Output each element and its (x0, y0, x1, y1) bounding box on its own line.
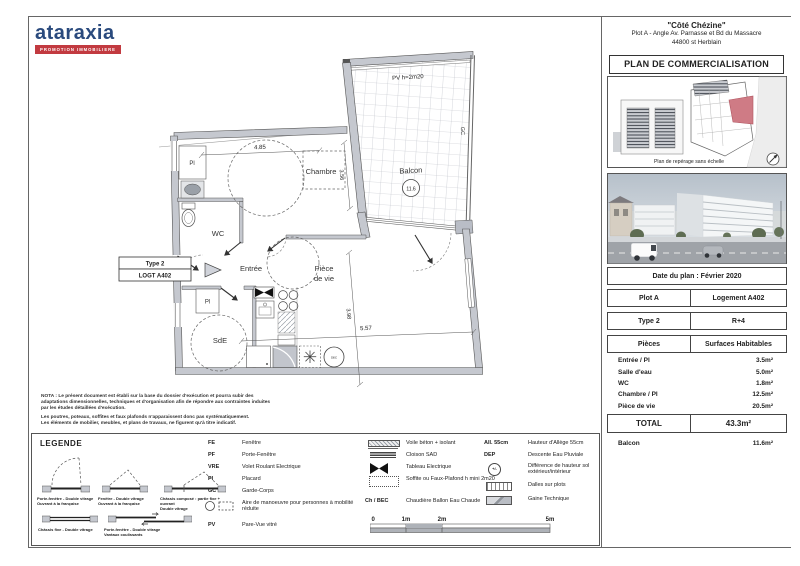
ataraxia-logo (35, 23, 125, 54)
svg-text:0: 0 (371, 517, 375, 523)
siteplan-caption: Plan de repérage sans échelle (653, 159, 725, 165)
plot-row (607, 289, 787, 307)
chassis-fixe-caption: Châssis fixe - Double vitrage (38, 527, 93, 532)
building-photo (607, 173, 787, 264)
surface-row: Entrée / Pl 3.5m² (618, 357, 773, 365)
room-piece-de-vie: Pièce (314, 264, 334, 273)
plot-label: Plot A (608, 290, 691, 306)
svg-text:Pl: Pl (189, 161, 195, 167)
chassis-compose-symbol-icon (164, 466, 226, 496)
chbec-key: Ch / BEC (365, 498, 389, 504)
room-entree: Entrée (239, 264, 263, 273)
coulissant-caption: Porte-fenêtre - Double vitrage Vantaux coulissants (104, 527, 161, 537)
abbr-pl: Pl (208, 476, 214, 482)
svg-text:Type 2: Type 2 (145, 261, 165, 268)
floor-plan-drawing (81, 51, 501, 423)
balcony-row (607, 438, 785, 449)
project-address-1: Plot A - Angle Av. Parnasse et Bd du Massacre (631, 30, 762, 37)
abbr-pf: PF (208, 452, 216, 458)
svg-text:LOGT A402: LOGT A402 (138, 273, 172, 280)
compass-icon (767, 153, 779, 165)
surfaces-header-row (607, 335, 787, 353)
svg-text:2m: 2m (437, 517, 447, 523)
abbr-vre: VRE (208, 464, 220, 470)
door-symbol-pf-caption: Porte-fenêtre - Double vitrage Ouvrant à la française (37, 496, 94, 506)
project-header (602, 21, 791, 47)
floor-label: R+4 (731, 317, 745, 325)
pieces-header: Pièces (608, 336, 691, 352)
type-row (607, 312, 787, 330)
room-sde: SdE (212, 336, 228, 345)
fixtures (179, 146, 344, 368)
nota-block: NOTA : Le présent document est établi sur la base du dossier d'exécution et pourra subir des adaptations dimensionnelles, techniques et d'organisation afin de répondre aux contraintes induites par les études détaillées d'exécution. Les poutres, poteaux, soffites et faux plafonds n'apparaissent donc pas systématiquement. Les éléments de mobilier, meubles, et plans de travaux, ne figurent qu'à titre indicatif. (41, 394, 271, 426)
pv-label: PV h=2m20 (392, 74, 424, 82)
kitchen-sink (256, 301, 274, 318)
legend-box: LEGENDE Porte-fenêtre - Double vitrage Ouvrant à la française Fenêtre - Double vitrage Ouvrant à la française Châssis composé : partie fixe + ouvrant Double vitrage Châssis fixe - Double vitrage Porte-fenêtre - Double vitrage Vantaux coulissants FE Fenêtre PF Porte-Fenêtre VRE Volet Roulant Electrique Pl Placard GC Garde-Corps Aire de manoeuvre pour personnes à mobilité réduite PV Pare-Vue vitré Voile béton + isolant Cloison SAD Tableau Electrique Soffite ou Faux-Plafond h mini 2m20 Ch / BEC Chaudière Ballon Eau Chaude All. 55cm Hauteur d'Allège 55cm DEP Descente Eau Pluviale +/- Différence de hauteur sol extérieur/intérieur Dalles sur plots Gaine Technique 0 1m 2m 5m (31, 433, 600, 546)
balcony-area (343, 52, 475, 235)
title-block-panel (601, 17, 791, 547)
total-row (607, 414, 787, 433)
svg-text:de vie: de vie (313, 274, 335, 283)
surface-row: Chambre / Pl 12.5m² (618, 391, 773, 399)
dep-key: DEP (484, 452, 496, 458)
highlighted-unit (729, 96, 753, 124)
document-title: PLAN DE COMMERCIALISATION (609, 55, 784, 74)
plan-date: Date du plan : Février 2020 (652, 272, 742, 280)
total-value: 43.3m² (725, 419, 752, 428)
brand-tagline: PROMOTION IMMOBILIERE (35, 45, 121, 54)
tag-arrow-icon (205, 263, 221, 277)
legend-title: LEGENDE (40, 439, 83, 448)
dim-chambre-height: 3.56 (337, 169, 345, 181)
svg-text:5m: 5m (545, 517, 555, 523)
manoeuvre-area-icon (204, 500, 236, 512)
toilet-bowl (182, 210, 195, 227)
total-label: TOTAL (608, 415, 691, 432)
window-symbol-caption: Fenêtre - Double vitrage Ouvrant à la française (98, 496, 144, 506)
interior-partitions (178, 198, 367, 368)
svg-text:sec: sec (331, 355, 337, 360)
door-symbol-pf-icon (42, 452, 90, 496)
surface-row: Salle d'eau 5.0m² (618, 368, 773, 376)
soffite-zone (278, 312, 295, 333)
abbr-gc: GC (208, 488, 217, 494)
dim-living-width: 5.57 (360, 325, 372, 333)
logement-label: Logement A402 (712, 294, 765, 302)
project-address-2: 44800 st Herblain (671, 38, 722, 46)
building-main-side (677, 193, 703, 237)
coulissant-symbol-icon (108, 512, 192, 526)
unit-tag (119, 257, 221, 281)
balcon-label: Balcon (618, 440, 640, 448)
dim-living-height: 3.98 (344, 308, 352, 320)
svg-text:1m: 1m (401, 517, 411, 523)
abbr-fe: FE (208, 440, 216, 446)
kitchen-cabinet (278, 335, 295, 345)
cloison-sad-icon (370, 452, 396, 458)
window-symbol-icon (102, 466, 148, 496)
chassis-fixe-symbol-icon (42, 512, 98, 526)
surfaces-header: Surfaces Habitables (704, 340, 772, 348)
svg-text:Pl: Pl (204, 299, 211, 306)
gc-label: GC (458, 126, 466, 136)
dalles-sur-plots-icon (486, 482, 512, 491)
project-title: "Côté Chézine" (667, 21, 726, 30)
svg-text:11.6: 11.6 (406, 186, 416, 193)
chassis-compose-caption: Châssis composé : partie fixe + ouvrant Double vitrage (160, 496, 220, 511)
cooktop-burner (279, 291, 288, 300)
date-row (607, 267, 787, 285)
room-wc: WC (211, 229, 225, 238)
dim-chambre-width: 4.85 (254, 144, 266, 152)
toilet-tank (182, 203, 195, 209)
sheet-frame (28, 16, 791, 548)
brand-wordmark: ataraxia (35, 22, 115, 44)
tableau-electrique-icon (370, 463, 388, 474)
surface-row: WC 1.8m² (618, 379, 773, 387)
balcon-label: Balcon (399, 165, 423, 176)
gaine-technique-icon (486, 496, 512, 505)
room-chambre: Chambre (305, 167, 337, 176)
surface-row: Pièce de vie 20.5m² (618, 402, 773, 410)
height-difference-icon: +/- (488, 463, 501, 476)
abbr-pv: PV (208, 522, 216, 528)
balcon-value: 11.6m² (752, 440, 773, 448)
type-label: Type 2 (608, 313, 691, 329)
site-plan-map (607, 76, 787, 168)
surfaces-list (607, 355, 785, 412)
scale-bar (370, 514, 560, 538)
soffite-icon (369, 476, 399, 487)
allege-key: All. 55cm (484, 440, 509, 446)
